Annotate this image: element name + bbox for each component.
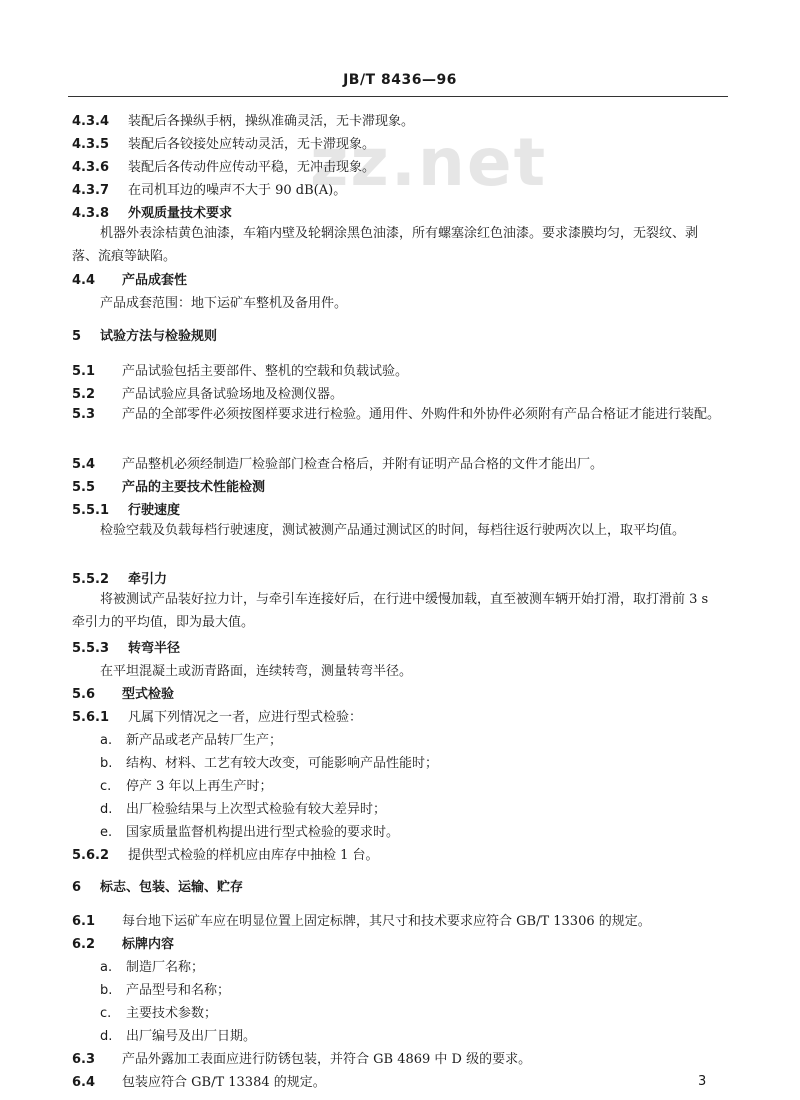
clause-4-3-8-body: 机器外表涂桔黄色油漆，车箱内壁及轮辋涂黑色油漆，所有螺塞涂红色油漆。要求漆膜均匀，无裂纹、剥落、流痕等缺陷。	[72, 226, 699, 264]
clause-5-5-3-body: 在平坦混凝土或沥青路面，连续转弯，测量转弯半径。	[100, 664, 413, 679]
section-5-heading: 5 试验方法与检验规则	[72, 329, 218, 344]
clause-4-4-body: 产品成套范围：地下运矿车整机及备用件。	[100, 296, 348, 311]
clause-4-4: 4.4 产品成套性	[72, 273, 188, 288]
clause-5-4: 5.4 产品整机必须经制造厂检验部门检查合格后，并附有证明产品合格的文件才能出厂。	[72, 457, 604, 472]
clause-5-3: 5.3 产品的全部零件必须按图样要求进行检验。通用件、外购件和外协件必须附有产品合格证才能进行装配。	[72, 407, 721, 422]
clause-5-5-1: 5.5.1 行驶速度	[72, 503, 181, 518]
clause-6-3: 6.3 产品外露加工表面应进行防锈包装，并符合 GB 4869 中 D 级的要求。	[72, 1052, 532, 1067]
clause-5-1: 5.1 产品试验包括主要部件、整机的空载和负载试验。	[72, 364, 409, 379]
clause-6-1: 6.1 每台地下运矿车应在明显位置上固定标牌，其尺寸和技术要求应符合 GB/T 13306 的规定。	[72, 914, 651, 929]
clause-6-4: 6.4 包装应符合 GB/T 13384 的规定。	[72, 1075, 326, 1090]
section-6-heading: 6 标志、包装、运输、贮存	[72, 880, 244, 895]
clause-5-6-1: 5.6.1 凡属下列情况之一者，应进行型式检验：	[72, 710, 363, 725]
clause-4-3-7: 4.3.7 在司机耳边的噪声不大于 90 dB(A)。	[72, 183, 347, 198]
watermark: zz.net	[310, 124, 548, 201]
clause-5-2: 5.2 产品试验应具备试验场地及检测仪器。	[72, 387, 344, 402]
clause-5-6-2: 5.6.2 提供型式检验的样机应由库存中抽检 1 台。	[72, 848, 379, 863]
list-item: b. 产品型号和名称；	[100, 983, 231, 998]
clause-4-3-6: 4.3.6 装配后各传动件应传动平稳，无冲击现象。	[72, 160, 376, 175]
list-item: d. 出厂检验结果与上次型式检验有较大差异时；	[100, 802, 387, 817]
list-item: a. 新产品或老产品转厂生产；	[100, 733, 283, 748]
list-item: c. 主要技术参数；	[100, 1006, 218, 1021]
standard-number: JB/T 8436—96	[343, 72, 457, 88]
page-number: 3	[698, 1074, 707, 1089]
clause-5-5-3: 5.5.3 转弯半径	[72, 641, 181, 656]
clause-4-3-8: 4.3.8 外观质量技术要求	[72, 206, 233, 221]
clause-5-5-1-body: 检验空载及负载每档行驶速度，测试被测产品通过测试区的时间，每档往返行驶两次以上，取平均值。	[100, 523, 686, 538]
list-item: a. 制造厂名称；	[100, 960, 205, 975]
list-item: e. 国家质量监督机构提出进行型式检验的要求时。	[100, 825, 400, 840]
clause-4-3-4: 4.3.4 装配后各操纵手柄，操纵准确灵活，无卡滞现象。	[72, 114, 415, 129]
list-item: b. 结构、材料、工艺有较大改变，可能影响产品性能时；	[100, 756, 439, 771]
header-rule	[68, 96, 728, 97]
clause-5-5-2-body: 将被测试产品装好拉力计，与牵引车连接好后，在行进中缓慢加载，直至被测车辆开始打滑，取打滑前 3 s 牵引力的平均值，即为最大值。	[72, 592, 709, 630]
list-item: d. 出厂编号及出厂日期。	[100, 1029, 257, 1044]
list-item: c. 停产 3 年以上再生产时；	[100, 779, 273, 794]
clause-5-5-2: 5.5.2 牵引力	[72, 572, 168, 587]
clause-6-2: 6.2 标牌内容	[72, 937, 175, 952]
clause-5-6: 5.6 型式检验	[72, 687, 175, 702]
clause-5-5: 5.5 产品的主要技术性能检测	[72, 480, 266, 495]
clause-4-3-5: 4.3.5 装配后各铰接处应转动灵活，无卡滞现象。	[72, 137, 376, 152]
